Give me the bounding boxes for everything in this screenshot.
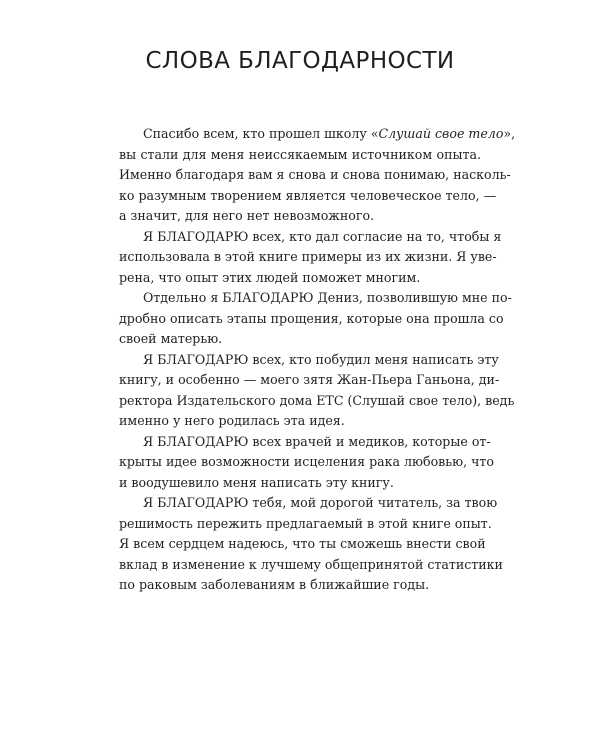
- text-line: своей матерью.: [119, 331, 223, 346]
- text-line: вы стали для меня неиссякаемым источником опыта.: [119, 146, 481, 162]
- text-line: Я БЛАГОДАРЮ всех, кто дал согласие на то, чтобы я: [143, 228, 502, 244]
- text-line: рена, что опыт этих людей поможет многим.: [119, 269, 421, 285]
- text-line: Я БЛАГОДАРЮ всех врачей и медиков, которые от-: [143, 433, 491, 449]
- text-line: крыты идее возможности исцеления рака любовью, что: [119, 454, 494, 469]
- paragraph: [119, 227, 502, 289]
- text-line: решимость пережить предлагаемый в этой книге опыт.: [119, 515, 492, 531]
- text-line: использовала в этой книге примеры из их жизни. Я уве-: [119, 249, 497, 264]
- text-line: и воодушевило меня написать эту книгу.: [119, 474, 394, 490]
- paragraph: [119, 288, 512, 350]
- paragraph: [119, 432, 494, 494]
- text-line: [119, 124, 516, 145]
- paragraph: [119, 493, 503, 596]
- emphasized-text: Слушай свое тело: [378, 126, 504, 141]
- text-line: именно у него родилась эта идея.: [119, 413, 345, 428]
- text-line: а значит, для него нет невозможного.: [119, 208, 375, 223]
- acknowledgements-body: [119, 124, 516, 596]
- text-line: Я БЛАГОДАРЮ тебя, мой дорогой читатель, за твою: [143, 495, 498, 510]
- text-line: ректора Издательского дома ЕТС (Слушай свое тело), ведь: [119, 392, 515, 408]
- text-segment: Спасибо всем, кто прошел школу «: [143, 126, 379, 141]
- text-line: дробно описать этапы прощения, которые она прошла со: [119, 310, 504, 326]
- text-line: книгу, и особенно — моего зятя Жан-Пьера Ганьона, ди-: [119, 372, 500, 387]
- text-line: Я всем сердцем надеюсь, что ты сможешь внести свой: [119, 536, 486, 551]
- text-line: Я БЛАГОДАРЮ всех, кто побудил меня написать эту: [143, 351, 499, 367]
- text-line: вклад в изменение к лучшему общепринятой статистики: [119, 556, 503, 572]
- paragraph: [119, 124, 516, 227]
- text-segment: »,: [503, 126, 516, 141]
- page-title: СЛОВА БЛАГОДАРНОСТИ: [145, 48, 455, 74]
- text-line: Именно благодаря вам я снова и снова понимаю, насколь-: [119, 167, 511, 182]
- paragraph: [119, 350, 515, 432]
- text-line: ко разумным творением является человеческое тело, —: [119, 187, 497, 203]
- text-line: Отдельно я БЛАГОДАРЮ Дениз, позволившую мне по-: [143, 290, 512, 305]
- text-line: по раковым заболеваниям в ближайшие годы.: [119, 577, 430, 592]
